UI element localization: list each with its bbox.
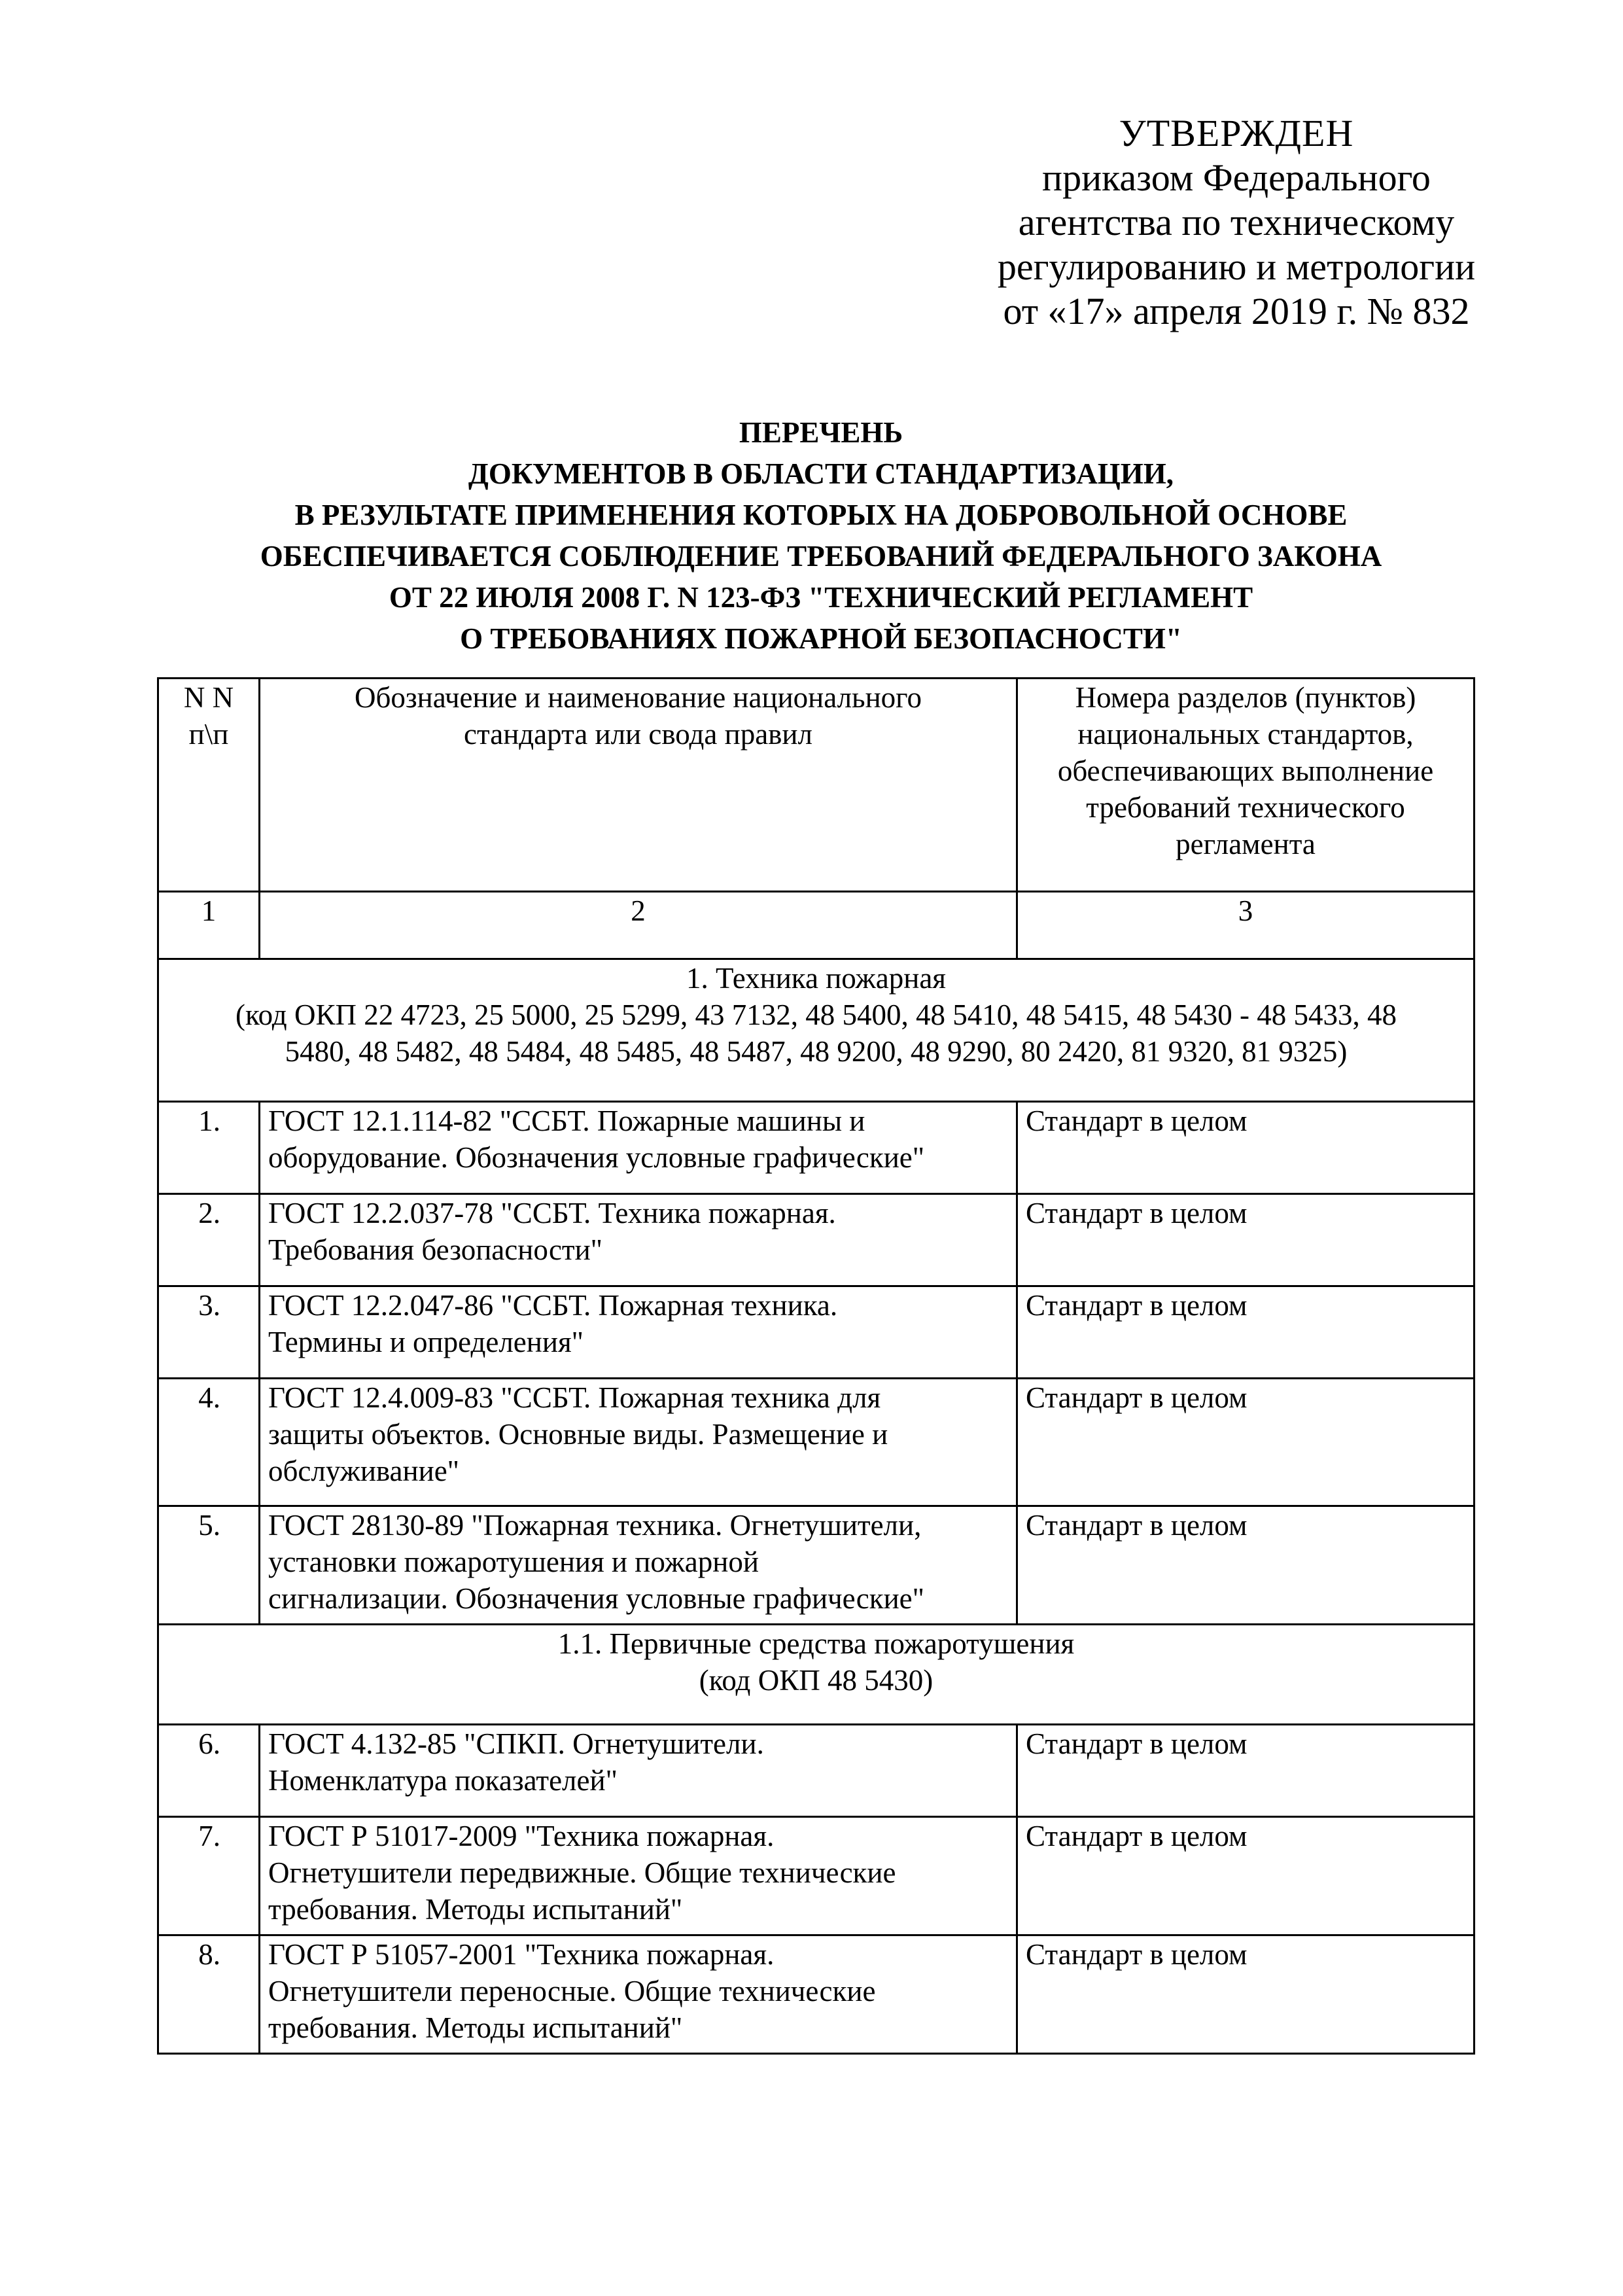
column-number: 1: [158, 892, 260, 959]
document-title: [157, 412, 1485, 660]
header-text: национальных стандартов,: [1077, 718, 1414, 751]
sections-scope: Стандарт в целом: [1017, 1725, 1475, 1817]
standard-text: требования. Методы испытаний": [268, 2011, 683, 2044]
standard-text: Номенклатура показателей": [268, 1764, 618, 1797]
approval-line: регулированию и метрологии: [997, 245, 1476, 288]
standard-name: [260, 1935, 1017, 2054]
header-text: п\п: [188, 718, 229, 751]
sections-scope: Стандарт в целом: [1017, 1506, 1475, 1625]
section-row: [158, 1625, 1475, 1725]
sections-scope: Стандарт в целом: [1017, 1286, 1475, 1379]
standard-text: ГОСТ 12.2.047-86 "ССБТ. Пожарная техника.: [268, 1289, 838, 1322]
standards-table: [157, 677, 1475, 2055]
standard-text: Требования безопасности": [268, 1233, 603, 1266]
standard-text: ГОСТ Р 51057-2001 "Техника пожарная.: [268, 1938, 775, 1971]
approval-block: [916, 111, 1557, 334]
section-code: (код ОКП 22 4723, 25 5000, 25 5299, 43 7132, 48 5400, 48 5410, 48 5415, 48 5430 - 48 5433, 48: [236, 998, 1397, 1031]
title-line: ДОКУМЕНТОВ В ОБЛАСТИ СТАНДАРТИЗАЦИИ,: [468, 457, 1174, 490]
row-number: 3.: [158, 1286, 260, 1379]
column-number: 3: [1017, 892, 1475, 959]
table-row: [158, 1286, 1475, 1379]
table-row: [158, 1935, 1475, 2054]
table-header-row: [158, 679, 1475, 892]
standard-name: [260, 1194, 1017, 1286]
title-line: ПЕРЕЧЕНЬ: [739, 416, 903, 449]
row-number: 2.: [158, 1194, 260, 1286]
sections-scope: Стандарт в целом: [1017, 1102, 1475, 1194]
standard-text: ГОСТ Р 51017-2009 "Техника пожарная.: [268, 1820, 775, 1852]
table-row: [158, 1725, 1475, 1817]
header-sections: [1017, 679, 1475, 892]
table-row: [158, 1506, 1475, 1625]
section-row: [158, 959, 1475, 1102]
table-row: [158, 1379, 1475, 1506]
approval-heading: УТВЕРЖДЕН: [1119, 112, 1354, 154]
title-line: О ТРЕБОВАНИЯХ ПОЖАРНОЙ БЕЗОПАСНОСТИ": [460, 622, 1182, 655]
header-text: регламента: [1176, 828, 1316, 860]
header-text: требований технического: [1086, 791, 1405, 824]
standard-name: [260, 1506, 1017, 1625]
table-row: [158, 1817, 1475, 1935]
standard-text: сигнализации. Обозначения условные графические": [268, 1582, 925, 1615]
section-code: 5480, 48 5482, 48 5484, 48 5485, 48 5487, 48 9200, 48 9290, 80 2420, 81 9320, 81 9325): [285, 1035, 1348, 1068]
standard-text: ГОСТ 4.132-85 "СПКП. Огнетушители.: [268, 1727, 764, 1760]
header-text: Номера разделов (пунктов): [1075, 681, 1416, 714]
sections-scope: Стандарт в целом: [1017, 1935, 1475, 2054]
sections-scope: Стандарт в целом: [1017, 1194, 1475, 1286]
standard-text: требования. Методы испытаний": [268, 1893, 683, 1926]
standard-text: Огнетушители переносные. Общие технические: [268, 1975, 876, 2007]
standard-text: Термины и определения": [268, 1326, 584, 1358]
approval-line: агентства по техническому: [1018, 201, 1455, 243]
sections-scope: Стандарт в целом: [1017, 1817, 1475, 1935]
row-number: 1.: [158, 1102, 260, 1194]
title-line: ОБЕСПЕЧИВАЕТСЯ СОБЛЮДЕНИЕ ТРЕБОВАНИЙ ФЕДЕРАЛЬНОГО ЗАКОНА: [260, 540, 1382, 573]
row-number: 5.: [158, 1506, 260, 1625]
approval-order-date: от «17» апреля 2019 г. № 832: [1003, 290, 1470, 332]
standard-text: ГОСТ 12.2.037-78 "ССБТ. Техника пожарная.: [268, 1197, 836, 1229]
row-number: 7.: [158, 1817, 260, 1935]
standard-text: обслуживание": [268, 1455, 460, 1487]
standard-name: [260, 1725, 1017, 1817]
header-text: стандарта или свода правил: [464, 718, 812, 751]
section-title: 1. Техника пожарная: [686, 962, 946, 995]
header-number: [158, 679, 260, 892]
title-line: ОТ 22 ИЮЛЯ 2008 Г. N 123-ФЗ "ТЕХНИЧЕСКИЙ РЕГЛАМЕНТ: [389, 581, 1253, 614]
header-text: Обозначение и наименование национального: [355, 681, 922, 714]
header-text: N N: [183, 681, 234, 714]
row-number: 6.: [158, 1725, 260, 1817]
standard-text: ГОСТ 28130-89 "Пожарная техника. Огнетушители,: [268, 1509, 922, 1542]
table-row: [158, 1194, 1475, 1286]
header-designation: [260, 679, 1017, 892]
standard-name: [260, 1102, 1017, 1194]
standard-text: установки пожаротушения и пожарной: [268, 1545, 759, 1578]
column-number: 2: [260, 892, 1017, 959]
standard-text: ГОСТ 12.1.114-82 "ССБТ. Пожарные машины и: [268, 1104, 865, 1137]
section-code: (код ОКП 48 5430): [699, 1664, 934, 1697]
standard-text: защиты объектов. Основные виды. Размещение и: [268, 1418, 888, 1451]
approval-line: приказом Федерального: [1042, 156, 1431, 199]
standard-text: Огнетушители передвижные. Общие технические: [268, 1856, 896, 1889]
standard-text: ГОСТ 12.4.009-83 "ССБТ. Пожарная техника для: [268, 1381, 881, 1414]
table-row: [158, 1102, 1475, 1194]
header-text: обеспечивающих выполнение: [1057, 754, 1434, 787]
standard-text: оборудование. Обозначения условные графические": [268, 1141, 925, 1174]
standard-name: [260, 1817, 1017, 1935]
sections-scope: Стандарт в целом: [1017, 1379, 1475, 1506]
section-heading: [158, 1625, 1475, 1725]
standard-name: [260, 1286, 1017, 1379]
section-heading: [158, 959, 1475, 1102]
section-title: 1.1. Первичные средства пожаротушения: [557, 1627, 1075, 1660]
standard-name: [260, 1379, 1017, 1506]
title-line: В РЕЗУЛЬТАТЕ ПРИМЕНЕНИЯ КОТОРЫХ НА ДОБРОВОЛЬНОЙ ОСНОВЕ: [294, 499, 1348, 531]
row-number: 4.: [158, 1379, 260, 1506]
row-number: 8.: [158, 1935, 260, 2054]
column-number-row: [158, 892, 1475, 959]
